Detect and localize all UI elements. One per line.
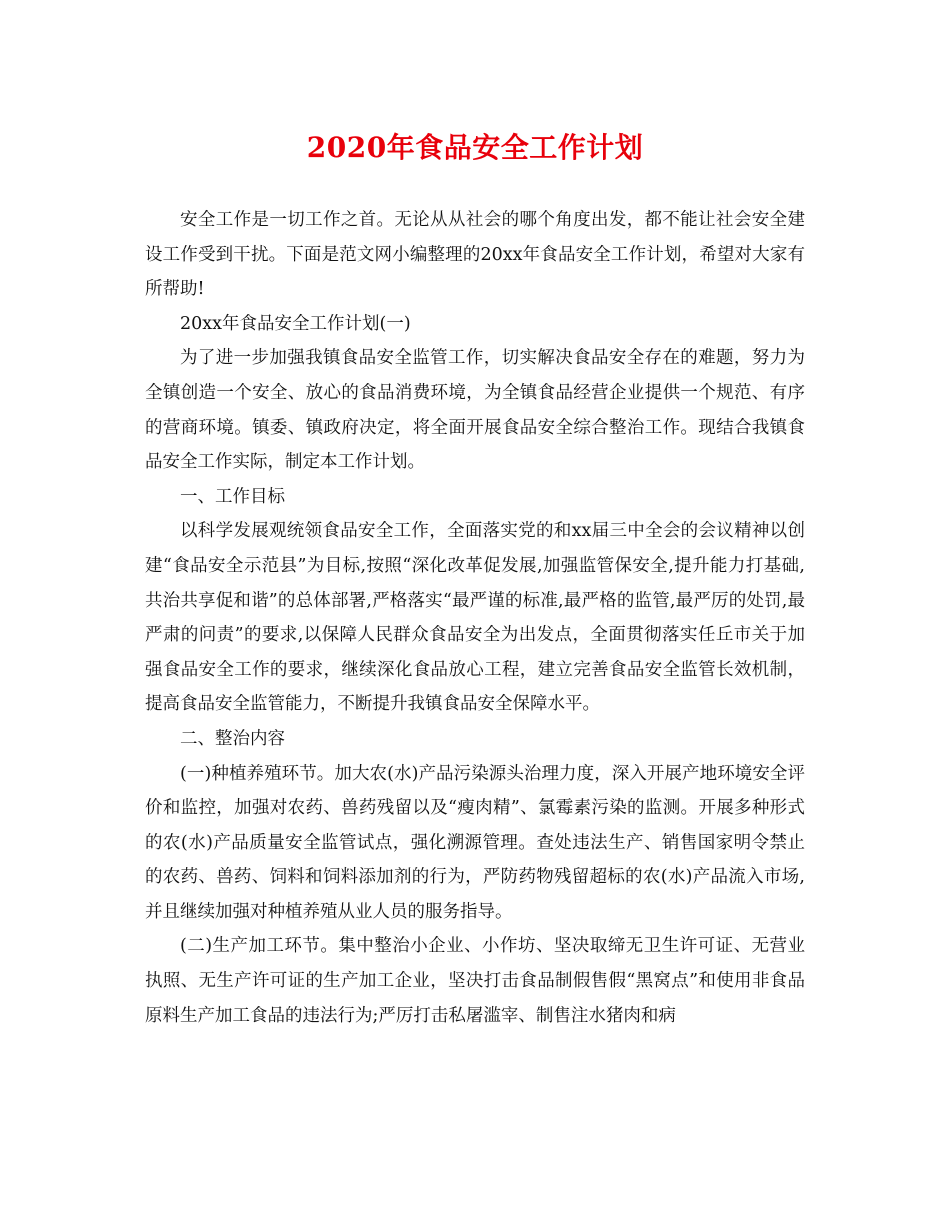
section-heading-plan-one: 20xx年食品安全工作计划(一): [180, 313, 411, 334]
section-heading-goals: 一、工作目标: [180, 486, 285, 507]
section-heading-content: 二、整治内容: [180, 728, 285, 749]
document-title: 2020年食品安全工作计划: [306, 131, 644, 164]
body-paragraph: 以科学发展观统领食品安全工作，全面落实党的和xx届三中全会的会议精神以创建“食品安全示范县”为目标,按照“深化改革促发展,加强监管保安全,提升能力打基础,共治共享促和谐”的总体部署,严格落实“最严谨的标准,最严格的监管,最严厉的处罚,最严肃的问责”的要求,以保障人民群众食品安全为出发点，全面贯彻落实任丘市关于加强食品安全工作的要求，继续深化食品放心工程，建立完善食品安全监管长效机制，提高食品安全监管能力，不断提升我镇食品安全保障水平。: [145, 521, 805, 715]
intro-paragraph: 安全工作是一切工作之首。无论从从社会的哪个角度出发，都不能让社会安全建设工作受到干扰。下面是范文网小编整理的20xx年食品安全工作计划，希望对大家有所帮助!: [145, 210, 805, 300]
document-body: [145, 203, 805, 1033]
body-paragraph: (一)种植养殖环节。加大农(水)产品污染源头治理力度，深入开展产地环境安全评价和监控，加强对农药、兽药残留以及“瘦肉精”、氯霉素污染的监测。开展多种形式的农(水)产品质量安全监管试点，强化溯源管理。查处违法生产、销售国家明令禁止的农药、兽药、饲料和饲料添加剂的行为，严防药物残留超标的农(水)产品流入市场,并且继续加强对种植养殖从业人员的服务指导。: [145, 763, 805, 922]
body-paragraph: (二)生产加工环节。集中整治小企业、小作坊、坚决取缔无卫生许可证、无营业执照、无生产许可证的生产加工企业，坚决打击食品制假售假“黑窝点”和使用非食品原料生产加工食品的违法行为;严厉打击私屠滥宰、制售注水猪肉和病: [145, 936, 805, 1026]
body-paragraph: 为了进一步加强我镇食品安全监管工作，切实解决食品安全存在的难题，努力为全镇创造一个安全、放心的食品消费环境，为全镇食品经营企业提供一个规范、有序的营商环境。镇委、镇政府决定，将全面开展食品安全综合整治工作。现结合我镇食品安全工作实际，制定本工作计划。: [145, 348, 805, 473]
